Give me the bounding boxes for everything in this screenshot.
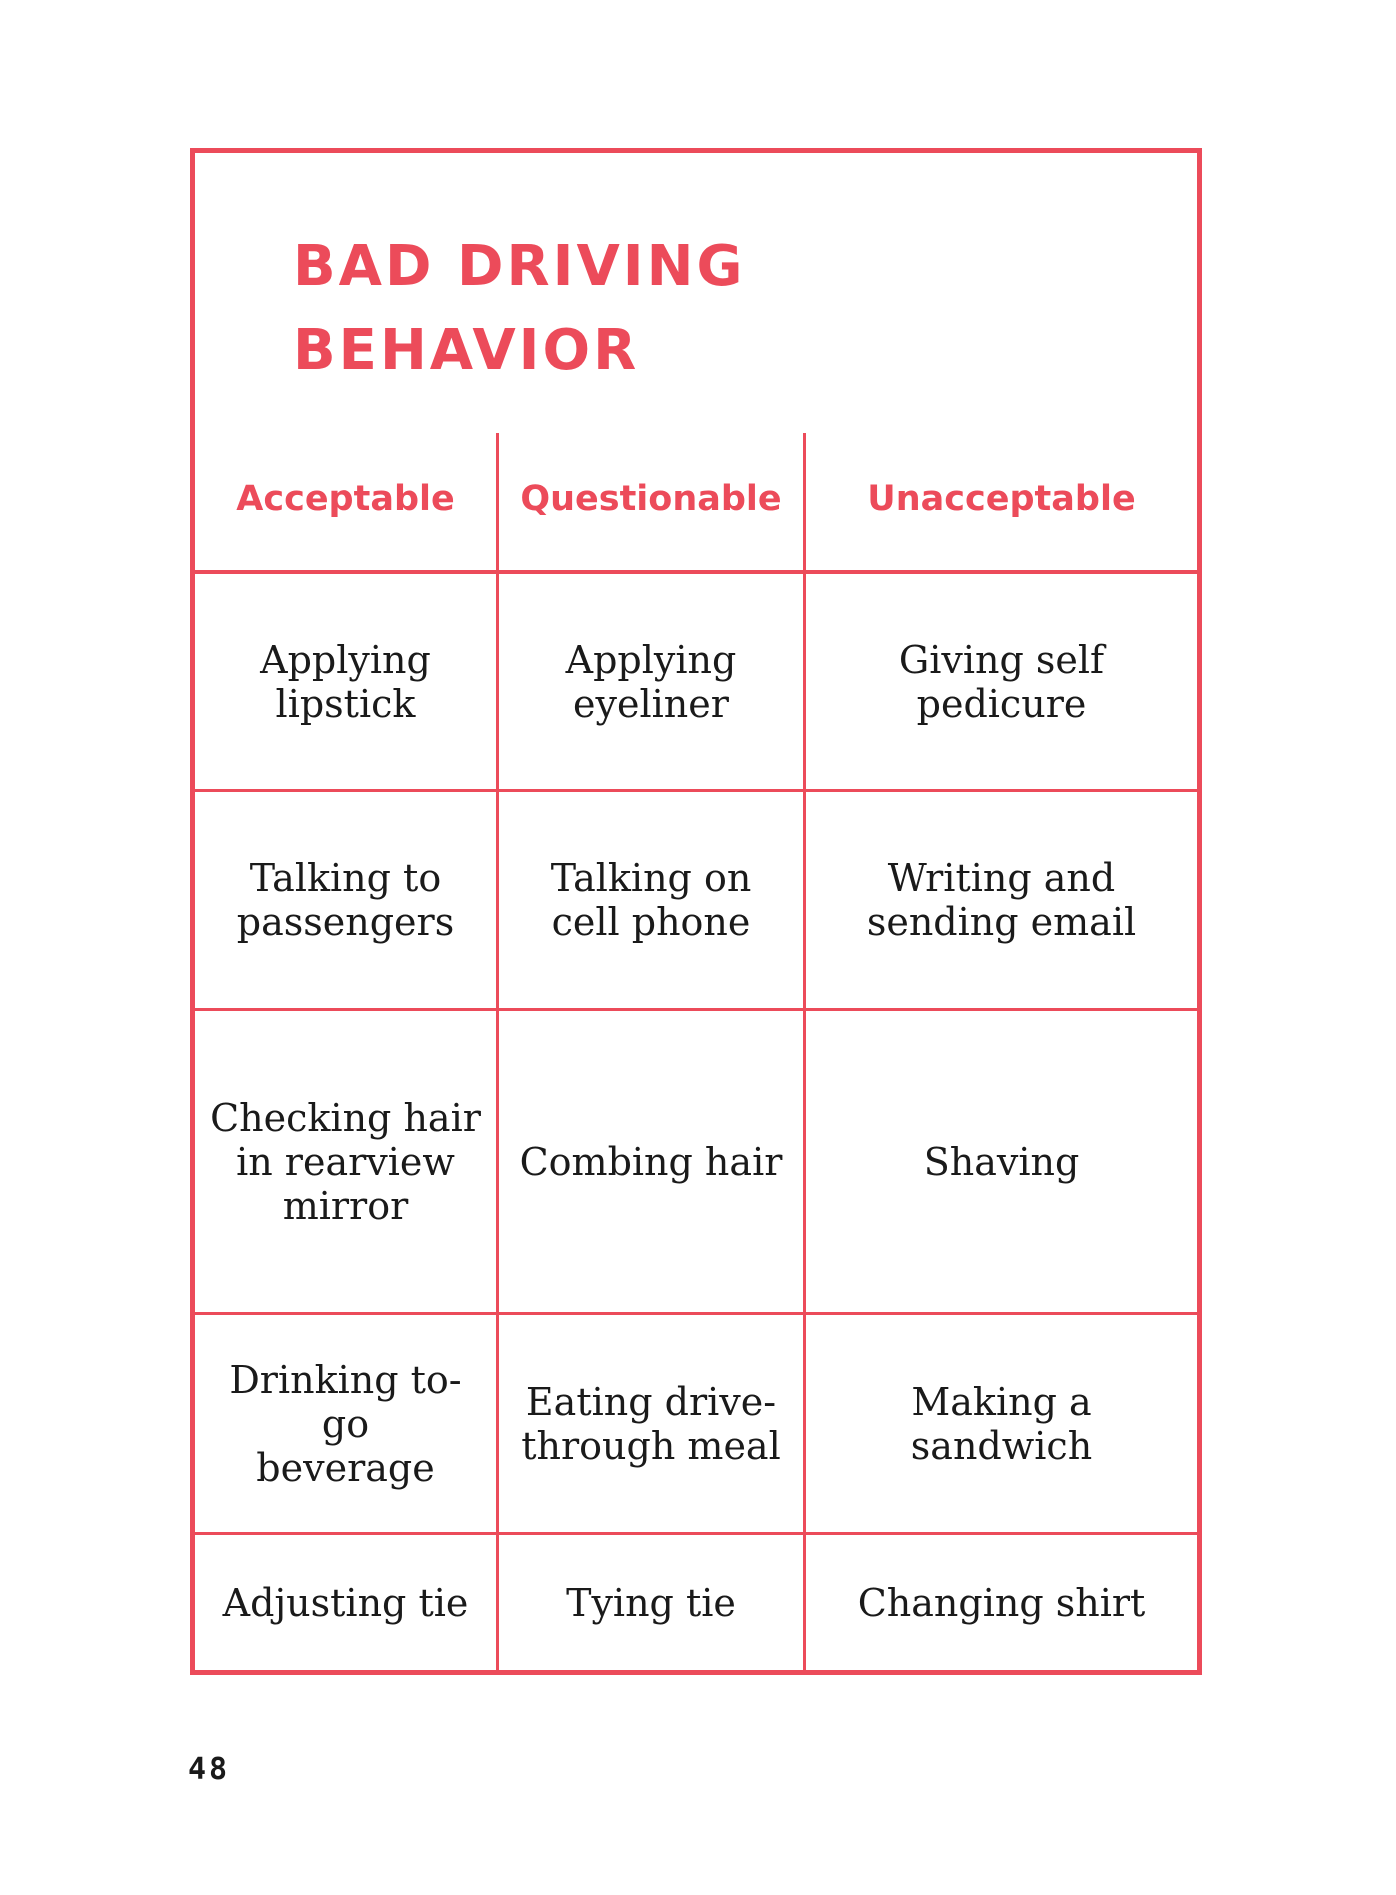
- behavior-table-frame: [190, 148, 1202, 1675]
- column-header-questionable: Questionable: [496, 433, 803, 570]
- table-cell: Changing shirt: [803, 1532, 1197, 1670]
- behavior-table: [195, 433, 1197, 1670]
- table-cell: Tying tie: [496, 1532, 803, 1670]
- table-cell: Checking hair in rearview mirror: [195, 1008, 496, 1312]
- column-header-acceptable: Acceptable: [236, 479, 455, 519]
- column-header-unacceptable: Unacceptable: [803, 433, 1197, 570]
- table-cell: Combing hair: [496, 1008, 803, 1312]
- page-title: BAD DRIVING BEHAVIOR: [293, 234, 746, 383]
- table-cell: Talking to passengers: [195, 789, 496, 1008]
- table-cell: Giving self pedicure: [803, 570, 1197, 789]
- table-cell: Drinking to-go beverage: [195, 1312, 496, 1532]
- table-cell: Applying lipstick: [195, 570, 496, 789]
- table-cell: Adjusting tie: [195, 1532, 496, 1670]
- page-number: 48: [188, 1752, 231, 1787]
- table-cell: Talking on cell phone: [496, 789, 803, 1008]
- table-cell: Eating drive- through meal: [496, 1312, 803, 1532]
- table-cell: Shaving: [803, 1008, 1197, 1312]
- table-cell: Writing and sending email: [803, 789, 1197, 1008]
- table-cell: Applying eyeliner: [496, 570, 803, 789]
- table-cell: Making a sandwich: [803, 1312, 1197, 1532]
